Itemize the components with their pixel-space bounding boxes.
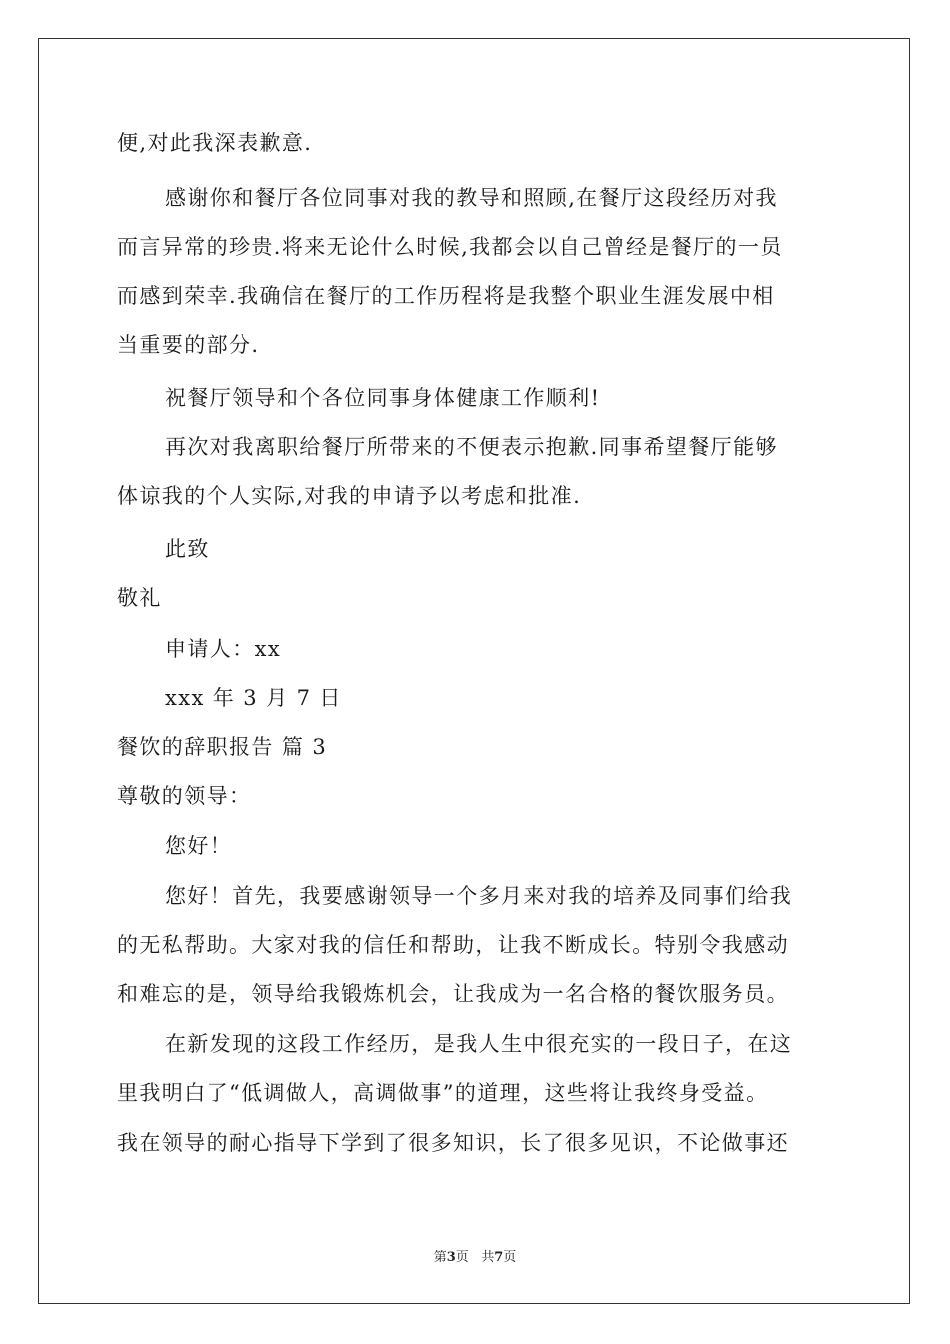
page-suffix: 页: [455, 1250, 469, 1265]
text-line: 您好！首先，我要感谢领导一个多月来对我的培养及同事们给我: [165, 884, 793, 908]
text-line: 而感到荣幸.我确信在餐厅的工作历程将是我整个职业生涯发展中相: [117, 284, 775, 308]
text-line: 当重要的部分.: [117, 333, 260, 357]
total-pages: 7: [494, 1250, 504, 1265]
page-number: 3: [446, 1250, 456, 1265]
page-footer: [0, 1246, 950, 1265]
salutation-closing: 敬礼: [117, 586, 162, 610]
greeting: 您好！: [165, 834, 233, 858]
text-line: 祝餐厅领导和个各位同事身体健康工作顺利!: [165, 386, 601, 410]
text-line: 和难忘的是，领导给我锻炼机会，让我成为一名合格的餐饮服务员。: [117, 982, 789, 1006]
letter-salutation: 尊敬的领导：: [117, 784, 252, 808]
text-line: 的无私帮助。大家对我的信任和帮助，让我不断成长。特别令我感动: [117, 933, 789, 957]
text-line: 便,对此我深表歉意.: [117, 131, 313, 155]
text-line: 里我明白了“低调做人，高调做事”的道理，这些将让我终身受益。: [117, 1081, 769, 1105]
text-line: 再次对我离职给餐厅所带来的不便表示抱歉.同事希望餐厅能够: [165, 435, 778, 459]
total-suffix: 页: [503, 1250, 517, 1265]
text-line: 而言异常的珍贵.将来无论什么时候,我都会以自己曾经是餐厅的一员: [117, 235, 783, 259]
section-title: 餐饮的辞职报告 篇 3: [117, 735, 328, 759]
text-line: 我在领导的耐心指导下学到了很多知识，长了很多见识，不论做事还: [117, 1131, 789, 1155]
text-line: 体谅我的个人实际,对我的申请予以考虑和批准.: [117, 484, 582, 508]
signature-date: xxx 年 3 月 7 日: [165, 686, 342, 710]
closing-phrase: 此致: [165, 537, 210, 561]
text-line: 感谢你和餐厅各位同事对我的教导和照顾,在餐厅这段经历对我: [165, 186, 778, 210]
total-prefix: 共: [481, 1250, 495, 1265]
page-border: [38, 38, 910, 1304]
applicant-name: 申请人：xx: [165, 637, 282, 661]
text-line: 在新发现的这段工作经历，是我人生中很充实的一段日子，在这: [165, 1032, 793, 1056]
page-prefix: 第: [433, 1250, 447, 1265]
